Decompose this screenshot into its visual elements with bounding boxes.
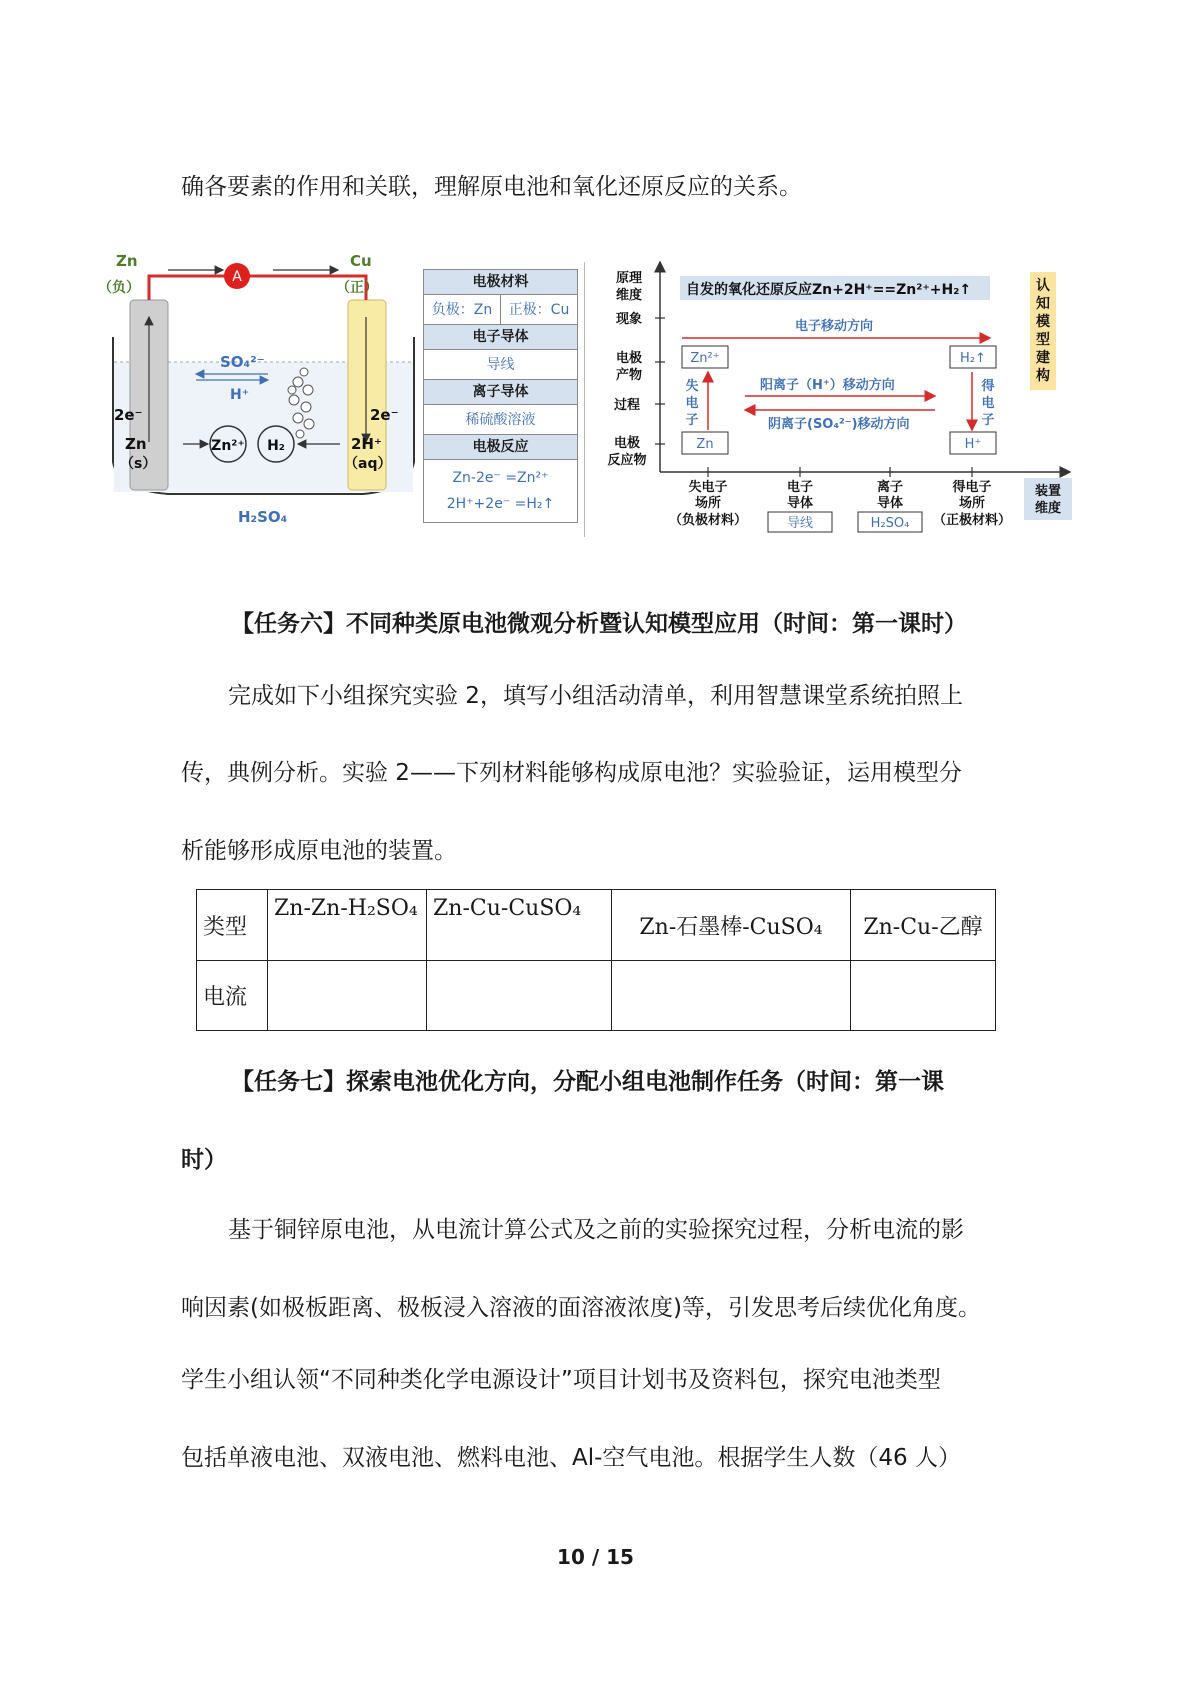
electron-flow-label: 电子移动方向 xyxy=(795,319,874,334)
type-cell-1: Zn-Zn-H₂SO₄ xyxy=(268,890,427,961)
ion-conductor-value: 稀硫酸溶液 xyxy=(424,405,577,435)
y-process-label: 过程 xyxy=(613,398,641,413)
table-row xyxy=(197,890,996,961)
y-reactant-label-1: 电极 xyxy=(613,436,641,451)
electrode-material-header: 电极材料 xyxy=(424,270,577,295)
ion-conductor-header: 离子导体 xyxy=(424,380,577,405)
positive-electrode-value: 正极：Cu xyxy=(508,302,570,318)
figure-separator xyxy=(584,262,585,537)
side-char-6: 构 xyxy=(1036,368,1050,384)
current-cell-2[interactable] xyxy=(427,961,612,1031)
task6-paragraph-line1: 完成如下小组探究实验 2，填写小组活动清单，利用智慧课堂系统拍照上 xyxy=(228,683,963,709)
lose-char-3: 子 xyxy=(685,413,699,428)
x-gain-site-3: （正极材料） xyxy=(932,513,1012,528)
x-device-dim-2: 维度 xyxy=(1034,501,1062,516)
left-electron-label: 2e⁻ xyxy=(114,406,143,424)
electrode-reaction-header: 电极反应 xyxy=(424,435,577,460)
anion-flow-label: 阴离子(SO₄²⁻)移动方向 xyxy=(768,417,910,432)
task7-paragraph-line4: 包括单液电池、双液电池、燃料电池、Al-空气电池。根据学生人数（46 人） xyxy=(181,1445,962,1471)
cognitive-model-diagram xyxy=(600,262,1080,537)
zn-pole-label: （负） xyxy=(98,280,140,296)
side-char-3: 模 xyxy=(1036,314,1050,330)
cathode-reaction: 2H⁺+2e⁻ =H₂↑ xyxy=(446,496,555,512)
task6-paragraph-line2: 传，典例分析。实验 2——下列材料能够构成原电池？实验验证，运用模型分 xyxy=(181,760,962,786)
type-cell-2: Zn-Cu-CuSO₄ xyxy=(427,890,612,961)
anode-reaction: Zn-2e⁻ =Zn²⁺ xyxy=(452,470,549,486)
type-label-cell: 类型 xyxy=(197,890,268,961)
task6-heading: 【任务六】不同种类原电池微观分析暨认知模型应用（时间：第一课时） xyxy=(231,611,967,637)
type-cell-3: Zn-石墨棒-CuSO₄ xyxy=(612,890,851,961)
x-electron-conductor-2: 导体 xyxy=(786,496,814,511)
zn-ion-label: Zn²⁺ xyxy=(211,438,245,454)
sulfate-ion-label: SO₄²⁻ xyxy=(220,353,265,371)
side-char-4: 型 xyxy=(1036,332,1050,348)
negative-electrode-value: 负极：Zn xyxy=(424,295,501,324)
x-electron-conductor-1: 电子 xyxy=(786,480,814,495)
x-gain-site-2: 场所 xyxy=(958,496,986,511)
lose-char-1: 失 xyxy=(685,379,699,394)
task7-paragraph-line3: 学生小组认领“不同种类化学电源设计”项目计划书及资料包，探究电池类型 xyxy=(181,1367,941,1393)
y-phenomenon-label: 现象 xyxy=(615,312,643,327)
gain-char-3: 子 xyxy=(981,413,995,428)
x-lose-site-1: 失电子 xyxy=(688,480,728,495)
side-char-1: 认 xyxy=(1036,278,1050,294)
current-cell-3[interactable] xyxy=(612,961,851,1031)
y-principle-label-1: 原理 xyxy=(615,271,643,286)
electrode-material-values xyxy=(424,295,577,325)
electrode-reaction-values xyxy=(424,460,577,522)
solution-label: H₂SO₄ xyxy=(238,508,288,526)
side-char-2: 知 xyxy=(1036,296,1050,312)
battery-element-table xyxy=(423,269,578,523)
current-cell-1[interactable] xyxy=(268,961,427,1031)
model-title: 自发的氧化还原反应Zn+2H⁺==Zn²⁺+H₂↑ xyxy=(686,282,972,298)
x-gain-site-1: 得电子 xyxy=(952,480,992,495)
task6-paragraph-line3: 析能够形成原电池的装置。 xyxy=(181,838,457,864)
side-char-5: 建 xyxy=(1036,350,1050,366)
hydrogen-ion-label: H⁺ xyxy=(230,387,250,403)
cation-flow-label: 阳离子（H⁺）移动方向 xyxy=(760,378,895,393)
x-lose-site-3: （负极材料） xyxy=(668,513,748,528)
intro-paragraph-end: 确各要素的作用和关联，理解原电池和氧化还原反应的关系。 xyxy=(181,174,802,200)
h-aq-state: （aq） xyxy=(344,456,392,472)
zn-solid-label: Zn xyxy=(125,435,147,453)
wire-box-label: 导线 xyxy=(786,516,814,531)
external-wire xyxy=(149,276,366,300)
y-reactant-label-2: 反应物 xyxy=(607,453,647,468)
gain-char-1: 得 xyxy=(981,379,995,394)
current-cell-4[interactable] xyxy=(851,961,996,1031)
cu-label: Cu xyxy=(350,252,372,270)
table-row xyxy=(197,961,996,1031)
zn-box-label: Zn xyxy=(696,437,714,452)
task7-heading-line1: 【任务七】探索电池优化方向，分配小组电池制作任务（时间：第一课 xyxy=(231,1069,944,1095)
electrolyte-box-label: H₂SO₄ xyxy=(870,516,910,531)
x-ion-conductor-1: 离子 xyxy=(876,480,904,495)
task7-paragraph-line2: 响因素(如极板距离、极板浸入溶液的面溶液浓度)等，引发思考后续优化角度。 xyxy=(181,1295,981,1321)
x-device-dim-1: 装置 xyxy=(1034,484,1062,499)
task7-paragraph-line1: 基于铜锌原电池，从电流计算公式及之前的实验探究过程，分析电流的影 xyxy=(228,1217,964,1243)
h-box-label: H⁺ xyxy=(964,437,982,452)
h2-label: H₂ xyxy=(267,438,285,454)
h2-box-label: H₂↑ xyxy=(960,351,986,366)
current-label-cell: 电流 xyxy=(197,961,268,1031)
y-principle-label-2: 维度 xyxy=(615,288,643,303)
zn-solid-state: （s） xyxy=(120,456,157,472)
zn2-box-label: Zn²⁺ xyxy=(690,351,720,366)
electron-conductor-header: 电子导体 xyxy=(424,325,577,350)
lose-char-2: 电 xyxy=(685,396,699,411)
x-ion-conductor-2: 导体 xyxy=(876,496,904,511)
h-aq-label: 2H⁺ xyxy=(351,435,382,453)
gain-char-2: 电 xyxy=(981,396,995,411)
ammeter-label: A xyxy=(232,269,242,285)
page-number: 10 / 15 xyxy=(557,1545,634,1569)
right-electron-label: 2e⁻ xyxy=(370,406,399,424)
zn-label: Zn xyxy=(116,252,138,270)
x-lose-site-2: 场所 xyxy=(694,496,722,511)
y-product-label-1: 电极 xyxy=(615,351,643,366)
task7-heading-line2: 时） xyxy=(181,1147,227,1173)
type-cell-4: Zn-Cu-乙醇 xyxy=(851,890,996,961)
galvanic-cell-diagram xyxy=(98,252,420,537)
cu-pole-label: （正） xyxy=(336,280,378,296)
experiment-table xyxy=(196,889,996,1031)
electron-conductor-value: 导线 xyxy=(424,350,577,380)
y-product-label-2: 产物 xyxy=(615,368,643,383)
